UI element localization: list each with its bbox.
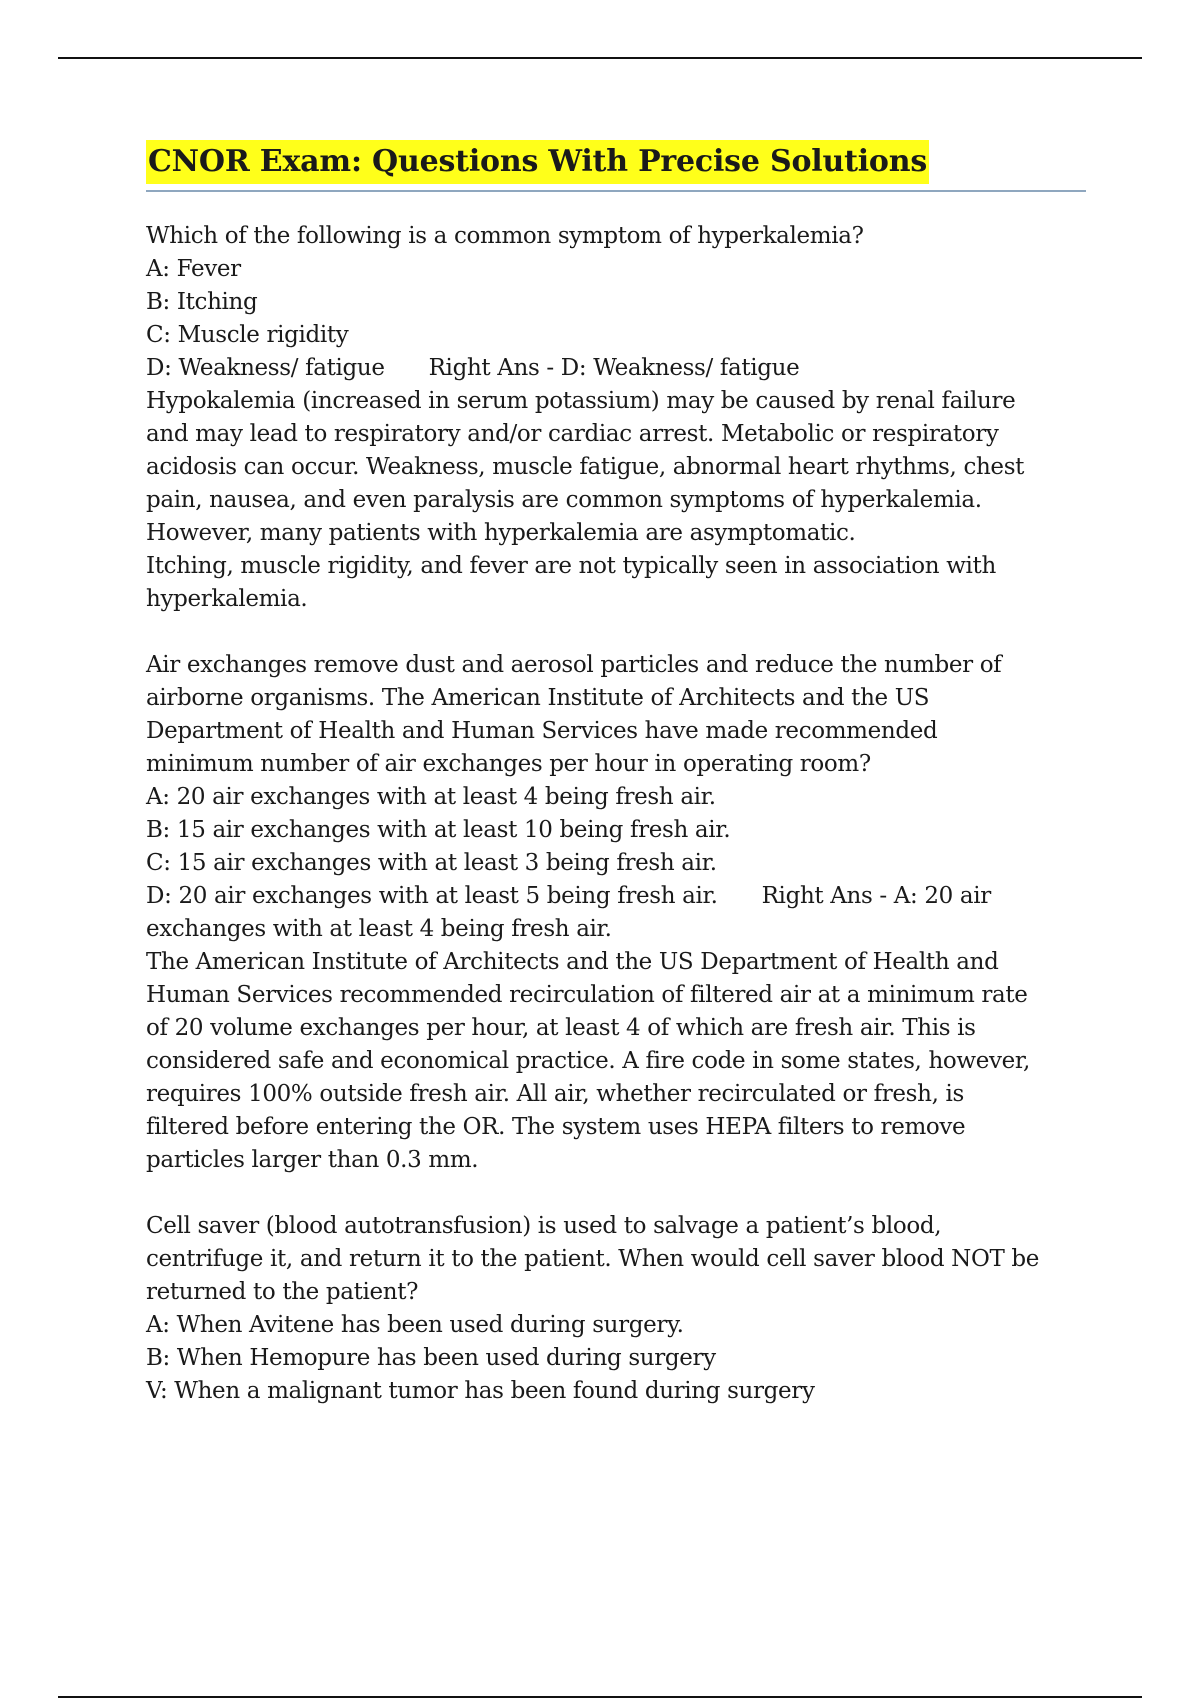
explanation-line: considered safe and economical practice. A fire code in some states, however, xyxy=(146,1048,1031,1074)
explanation-line: The American Institute of Architects and the US Department of Health and xyxy=(146,949,999,975)
title-block xyxy=(146,140,1086,192)
question-stem: airborne organisms. The American Institute of Architects and the US xyxy=(146,685,930,711)
right-answer-continued: exchanges with at least 4 being fresh air. xyxy=(146,916,612,942)
answer-option: A: Fever xyxy=(146,256,241,282)
explanation-line: Hypokalemia (increased in serum potassium) may be caused by renal failure xyxy=(146,388,1016,414)
answer-option: B: 15 air exchanges with at least 10 being fresh air. xyxy=(146,817,731,843)
answer-option: V: When a malignant tumor has been found during surgery xyxy=(146,1378,815,1404)
question-stem: Department of Health and Human Services have made recommended xyxy=(146,718,938,744)
right-answer: Right Ans - A: 20 air xyxy=(761,883,991,909)
document-body xyxy=(146,140,1086,1441)
explanation-line: acidosis can occur. Weakness, muscle fatigue, abnormal heart rhythms, chest xyxy=(146,454,1025,480)
answer-option: A: When Avitene has been used during surgery. xyxy=(146,1312,684,1338)
question-stem: Air exchanges remove dust and aerosol particles and reduce the number of xyxy=(146,652,1002,678)
last-option-row xyxy=(146,880,1086,913)
top-divider xyxy=(58,57,1142,59)
answer-option: B: When Hemopure has been used during surgery xyxy=(146,1345,716,1371)
last-option-row xyxy=(146,352,1086,385)
question-stem: minimum number of air exchanges per hour in operating room? xyxy=(146,751,871,777)
answer-option: C: 15 air exchanges with at least 3 being fresh air. xyxy=(146,850,717,876)
explanation-line: hyperkalemia. xyxy=(146,586,308,612)
explanation-line: requires 100% outside fresh air. All air, whether recirculated or fresh, is xyxy=(146,1081,964,1107)
question-2 xyxy=(146,649,1086,1177)
answer-option: D: Weakness/ fatigue xyxy=(146,355,385,381)
explanation-line: of 20 volume exchanges per hour, at least 4 of which are fresh air. This is xyxy=(146,1015,976,1041)
explanation-line: pain, nausea, and even paralysis are common symptoms of hyperkalemia. xyxy=(146,487,982,513)
question-1 xyxy=(146,220,1086,616)
explanation-line: Itching, muscle rigidity, and fever are not typically seen in association with xyxy=(146,553,996,579)
explanation-line: filtered before entering the OR. The system uses HEPA filters to remove xyxy=(146,1114,966,1140)
question-stem: Which of the following is a common symptom of hyperkalemia? xyxy=(146,223,864,249)
bottom-divider xyxy=(58,1696,1142,1698)
question-list xyxy=(146,220,1086,1408)
question-stem: returned to the patient? xyxy=(146,1279,419,1305)
explanation-line: Human Services recommended recirculation of filtered air at a minimum rate xyxy=(146,982,1028,1008)
answer-option: A: 20 air exchanges with at least 4 being fresh air. xyxy=(146,784,716,810)
answer-option: C: Muscle rigidity xyxy=(146,322,349,348)
question-stem: centrifuge it, and return it to the patient. When would cell saver blood NOT be xyxy=(146,1246,1040,1272)
answer-option: B: Itching xyxy=(146,289,258,315)
explanation-line: However, many patients with hyperkalemia are asymptomatic. xyxy=(146,520,856,546)
question-3 xyxy=(146,1210,1086,1408)
explanation-line: and may lead to respiratory and/or cardiac arrest. Metabolic or respiratory xyxy=(146,421,999,447)
answer-option: D: 20 air exchanges with at least 5 being fresh air. xyxy=(146,883,718,909)
right-answer: Right Ans - D: Weakness/ fatigue xyxy=(428,355,800,381)
document-title: CNOR Exam: Questions With Precise Solutions xyxy=(146,140,929,184)
question-stem: Cell saver (blood autotransfusion) is used to salvage a patient’s blood, xyxy=(146,1213,942,1239)
explanation-line: particles larger than 0.3 mm. xyxy=(146,1147,479,1173)
